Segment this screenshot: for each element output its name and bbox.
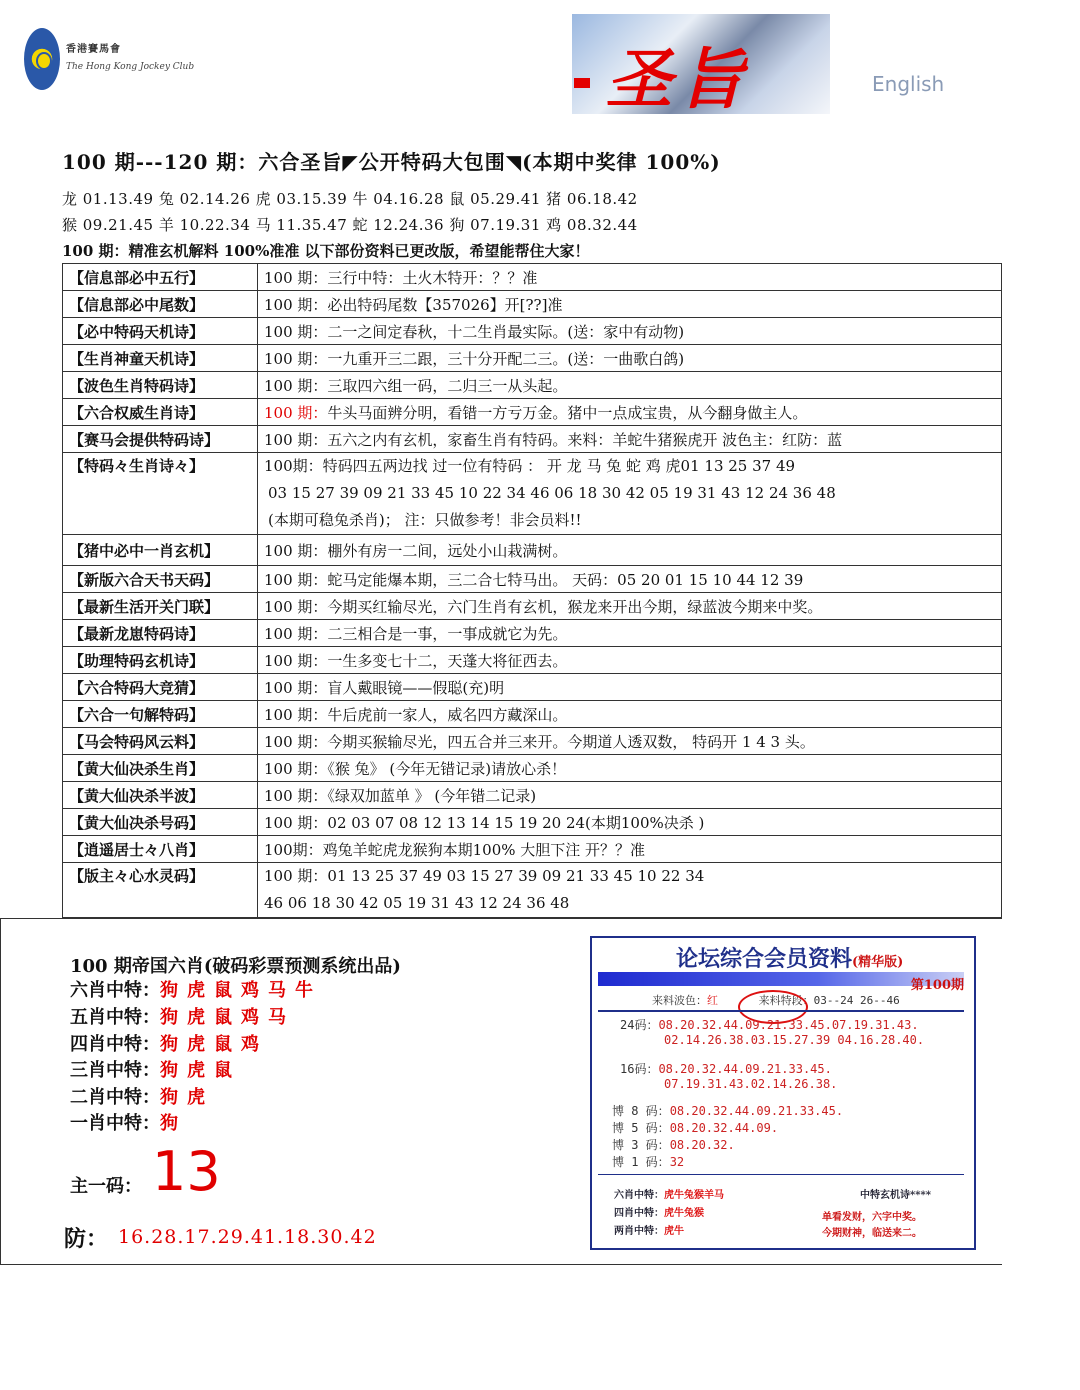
- poem-line-1: 单看发财，六字中奖。: [822, 1212, 922, 1223]
- row-label: 【信息部必中尾数】: [63, 291, 258, 318]
- six-zodiac-title: 100 期帝国六肖(破码彩票预测系统出品): [70, 956, 401, 977]
- table-row: [63, 728, 1002, 755]
- bo-5-row: [612, 1119, 778, 1136]
- row-label: 【猪中必中一肖玄机】: [63, 535, 258, 566]
- bo-1-row: [612, 1153, 684, 1170]
- code-label: 博 1 码：: [612, 1155, 670, 1169]
- forum-title-text: 论坛综合会员资料: [676, 946, 853, 972]
- pick-values: 狗虎: [160, 1087, 214, 1108]
- code-values: 08.20.32.: [669, 1138, 735, 1152]
- row-label: 【赛马会提供特码诗】: [63, 426, 258, 453]
- row-value: 100 期：今期买红输尽光，六门生肖有玄机，猴龙来开出今期，绿蓝波今期来中奖。: [258, 593, 1002, 620]
- pick-values: 虎牛兔猴: [664, 1208, 704, 1219]
- poem-line-2: 今期财神，临送来二。: [822, 1228, 922, 1239]
- code-24-row: [620, 1016, 919, 1033]
- row-value: 100 期：《猴 兔》 (今年无错记录)请放心杀！: [258, 755, 1002, 782]
- row-label: 【逍遥居士々八肖】: [63, 836, 258, 863]
- code-label: 博 5 码：: [612, 1121, 670, 1135]
- pick-label: 四肖中特：: [614, 1208, 664, 1219]
- row-value: 100期：鸡兔羊蛇虎龙猴狗本期100% 大胆下注 开？？准: [258, 836, 1002, 863]
- row-text: 牛头马面辨分明，看错一方亏万金。猪中一点成宝贵，从今翻身做主人。: [327, 403, 808, 422]
- pick-label: 五肖中特：: [70, 1007, 160, 1028]
- poem-title: 中特玄机诗****: [860, 1190, 931, 1201]
- pick-label: 一肖中特：: [70, 1113, 160, 1134]
- row-value: [258, 399, 1002, 426]
- two-zodiac-row: [614, 1222, 684, 1237]
- row-value: 100 期：今期买猴输尽光，四五合并三来开。今期道人透双数， 特码开 1 4 3 头。: [258, 728, 1002, 755]
- row-value: 100 期：二一之间定春秋，十二生肖最实际。(送：家中有动物): [258, 318, 1002, 345]
- code-values: 07.19.31.43.02.14.26.38.: [664, 1077, 838, 1091]
- row-value: 100 期：盲人戴眼镜——假聪(充)明: [258, 674, 1002, 701]
- row-value: 100 期：一九重开三二跟，三十分开配二三。(送：一曲歌白鸽): [258, 345, 1002, 372]
- table-row: [63, 836, 1002, 863]
- row-value: [258, 453, 1002, 535]
- zodiac-pick-row: [70, 1083, 214, 1109]
- row-prefix: 100 期：: [264, 403, 328, 422]
- pick-values: 狗虎鼠鸡: [160, 1034, 268, 1055]
- fang-values: 16.28.17.29.41.18.30.42: [118, 1226, 377, 1248]
- forum-header-bar: [598, 972, 964, 986]
- pick-values: 狗虎鼠鸡马牛: [160, 980, 322, 1001]
- section-left-border: [0, 918, 1, 1264]
- intro-text: 100 期：精准玄机解料 100%准准 以下部份资料已更改版，希望能帮住大家！: [62, 242, 590, 260]
- banner-red-mark: [574, 78, 590, 88]
- row-value: 100 期：棚外有房一二间，远处小山栽满树。: [258, 535, 1002, 566]
- table-row: [63, 566, 1002, 593]
- bo-8-row: [612, 1102, 843, 1119]
- code-values: 08.20.32.44.09.21.33.45.07.19.31.43.: [658, 1018, 919, 1032]
- row-label: 【最新龙崽特码诗】: [63, 620, 258, 647]
- code-16-row: [620, 1060, 832, 1077]
- row-value: 100 期：五六之内有玄机，家畜生肖有特码。来料：羊蛇牛猪猴虎开 波色主：红防：蓝: [258, 426, 1002, 453]
- row-label: 【最新生活开关门联】: [63, 593, 258, 620]
- pick-label: 六肖中特：: [70, 980, 160, 1001]
- forum-member-box: [590, 936, 976, 1250]
- table-row: [63, 535, 1002, 566]
- row-label: 【波色生肖特码诗】: [63, 372, 258, 399]
- pick-label: 六肖中特：: [614, 1190, 664, 1201]
- row-value: 100 期：必出特码尾数【357026】开[??]准: [258, 291, 1002, 318]
- table-row: [63, 453, 1002, 535]
- source-label: 来料波色：: [652, 994, 707, 1007]
- four-zodiac-row: [614, 1204, 704, 1219]
- pick-label: 三肖中特：: [70, 1060, 160, 1081]
- table-row: [63, 264, 1002, 291]
- row-label: 【黄大仙决杀号码】: [63, 809, 258, 836]
- row-value: 100 期：三取四六组一码，二归三一从头起。: [258, 372, 1002, 399]
- row-value: 100 期：《绿双加蓝单 》 (今年错二记录): [258, 782, 1002, 809]
- code-values: 08.20.32.44.09.: [669, 1121, 779, 1135]
- code-label: 24码：: [620, 1018, 659, 1032]
- table-row: [63, 291, 1002, 318]
- main-code-label: 主一码：: [70, 1176, 142, 1197]
- forum-title: [676, 942, 903, 973]
- row-value: 100 期：02 03 07 08 12 13 14 15 19 20 24(本期100%决杀 ): [258, 809, 1002, 836]
- zodiac-line-2: 猴 09.21.45 羊 10.22.34 马 11.35.47 蛇 12.24.36 狗 07.19.31 鸡 08.32.44: [62, 216, 638, 234]
- forum-divider: [598, 1010, 964, 1012]
- row-label: 【特码々生肖诗々】: [63, 453, 258, 535]
- pick-values: 狗: [160, 1113, 187, 1134]
- banner-title: 圣旨: [606, 40, 750, 118]
- code-label: 16码：: [620, 1062, 659, 1076]
- english-link[interactable]: English: [872, 72, 945, 96]
- row-label: 【马会特码风云料】: [63, 728, 258, 755]
- row-value: [258, 863, 1002, 918]
- forum-edition: (精华版): [852, 955, 904, 970]
- row-label: 【黄大仙决杀半波】: [63, 782, 258, 809]
- pick-values: 虎牛兔猴羊马: [664, 1190, 724, 1201]
- code-values: 08.20.32.44.09.21.33.45.: [669, 1104, 844, 1118]
- main-code-value: 13: [152, 1140, 221, 1203]
- row-value: 100 期：牛后虎前一家人，威名四方藏深山。: [258, 701, 1002, 728]
- table-row: [63, 399, 1002, 426]
- zodiac-line-1: 龙 01.13.49 兔 02.14.26 虎 03.15.39 牛 04.16.28 鼠 05.29.41 猪 06.18.42: [62, 190, 638, 208]
- prediction-table: [62, 263, 1002, 918]
- code-label: 博 3 码：: [612, 1138, 670, 1152]
- row-value: 100 期：一生多变七十二，天蓬大将征西去。: [258, 647, 1002, 674]
- logo-english-name: The Hong Kong Jockey Club: [66, 62, 195, 72]
- row-label: 【生肖神童天机诗】: [63, 345, 258, 372]
- source-color: 红: [707, 994, 718, 1007]
- row-value: 100 期：三行中特：土火木特开：？？准: [258, 264, 1002, 291]
- zodiac-pick-row: [70, 976, 322, 1002]
- row-label: 【助理特码玄机诗】: [63, 647, 258, 674]
- row-value: 100 期：蛇马定能爆本期，三二合七特马出。 天码：05 20 01 15 10 44 12 39: [258, 566, 1002, 593]
- source-range: 03--24 26--46: [813, 994, 900, 1007]
- table-row: [63, 674, 1002, 701]
- row-label: 【六合一句解特码】: [63, 701, 258, 728]
- pick-values: 虎牛: [664, 1226, 684, 1237]
- section-divider-bottom: [0, 1264, 1002, 1265]
- row-label: 【版主々心水灵码】: [63, 863, 258, 918]
- zodiac-pick-row: [70, 1003, 295, 1029]
- section-divider-top: [0, 918, 1002, 919]
- source-range-label: 来料特段：: [758, 994, 814, 1007]
- six-zodiac-row: [614, 1186, 724, 1201]
- zodiac-pick-row: [70, 1056, 241, 1082]
- row-value: 100 期：二三相合是一事，一事成就它为先。: [258, 620, 1002, 647]
- row-line: (本期可稳兔杀肖)； 注：只做参考！非会员料!!: [268, 511, 582, 529]
- code-24-row-2: [664, 1033, 924, 1047]
- code-16-row-2: [664, 1077, 837, 1091]
- bo-3-row: [612, 1136, 735, 1153]
- logo-chinese-name: 香港賽馬會: [66, 44, 121, 55]
- pick-label: 四肖中特：: [70, 1034, 160, 1055]
- row-line: 100期：特码四五两边找 过一位有特码 ： 开 龙 马 兔 蛇 鸡 虎01 13 25 37 49: [264, 457, 796, 475]
- zodiac-pick-row: [70, 1030, 268, 1056]
- table-row: [63, 318, 1002, 345]
- row-line: 03 15 27 39 09 21 33 45 10 22 34 46 06 18 30 42 05 19 31 43 12 24 36 48: [268, 484, 836, 502]
- pick-values: 狗虎鼠鸡马: [160, 1007, 295, 1028]
- row-label: 【信息部必中五行】: [63, 264, 258, 291]
- pick-label: 二肖中特：: [70, 1087, 160, 1108]
- table-row: [63, 345, 1002, 372]
- table-row: [63, 809, 1002, 836]
- row-line: 46 06 18 30 42 05 19 31 43 12 24 36 48: [264, 894, 570, 912]
- zodiac-pick-row: [70, 1109, 187, 1135]
- table-row: [63, 647, 1002, 674]
- pick-label: 两肖中特：: [614, 1226, 664, 1237]
- row-label: 【新版六合天书天码】: [63, 566, 258, 593]
- code-values: 02.14.26.38.03.15.27.39 04.16.28.40.: [664, 1033, 925, 1047]
- table-row: [63, 620, 1002, 647]
- code-values: 32: [669, 1155, 685, 1169]
- row-label: 【必中特码天机诗】: [63, 318, 258, 345]
- table-row: [63, 863, 1002, 918]
- jockey-club-logo-icon: [24, 28, 60, 90]
- fang-label: 防：: [64, 1226, 109, 1252]
- row-line: 100 期：01 13 25 37 49 03 15 27 39 09 21 33 45 10 22 34: [264, 867, 705, 885]
- code-values: 08.20.32.44.09.21.33.45.: [658, 1062, 832, 1076]
- code-label: 博 8 码：: [612, 1104, 670, 1118]
- row-label: 【黄大仙决杀生肖】: [63, 755, 258, 782]
- table-row: [63, 372, 1002, 399]
- forum-divider: [598, 1174, 964, 1175]
- forum-issue: 第100期: [910, 978, 964, 993]
- table-row: [63, 782, 1002, 809]
- row-label: 【六合特码大竞猜】: [63, 674, 258, 701]
- table-row: [63, 701, 1002, 728]
- table-row: [63, 426, 1002, 453]
- pick-values: 狗虎鼠: [160, 1060, 241, 1081]
- table-row: [63, 755, 1002, 782]
- table-row: [63, 593, 1002, 620]
- page-title: 100 期---120 期：六合圣旨◤公开特码大包围◥(本期中奖律 100%): [62, 150, 721, 174]
- row-label: 【六合权威生肖诗】: [63, 399, 258, 426]
